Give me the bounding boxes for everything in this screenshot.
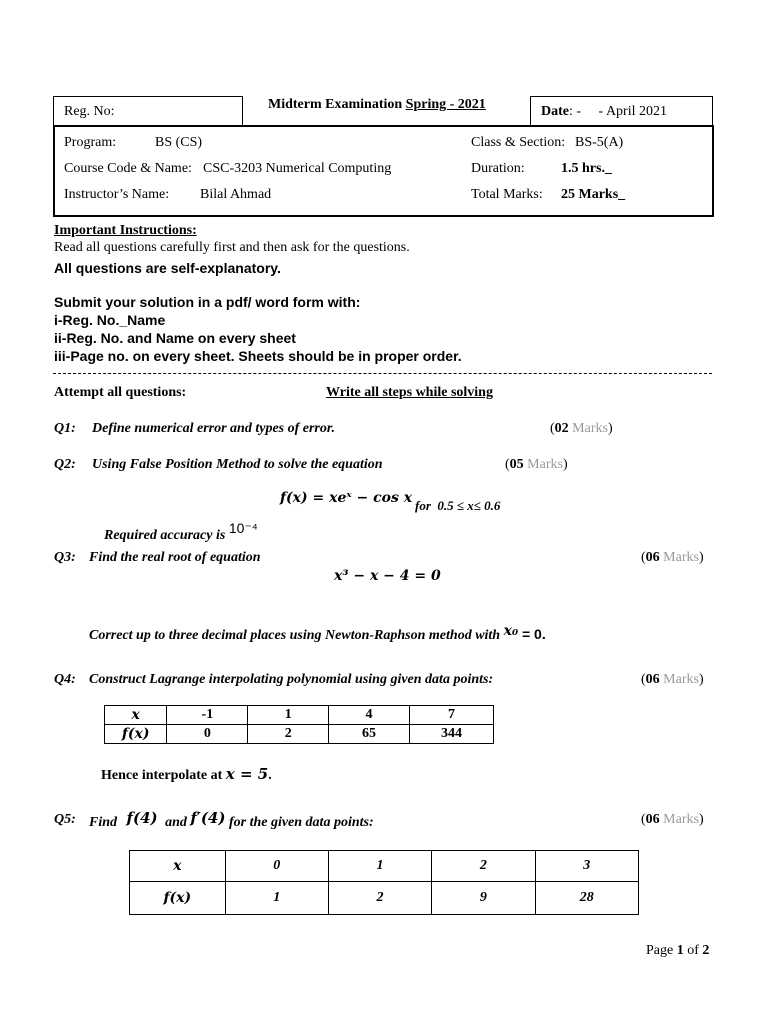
write-steps-label: Write all steps while solving [326,385,493,400]
table-cell: -1 [167,706,248,725]
table-cell: 65 [329,725,410,744]
page-number: Page 1 of 2 [646,943,710,958]
table-header-fx: f(x) [130,882,226,915]
total-marks-value: 25 Marks_ [561,187,626,202]
table-cell: 2 [328,882,431,915]
q5-marks: (06 Marks) [641,812,704,827]
instructions-line-2: All questions are self-explanatory. [54,260,281,276]
table-cell: 28 [535,882,638,915]
instructor-value: Bilal Ahmad [200,187,272,202]
table-cell: 344 [410,725,494,744]
q5-number: Q5: [54,812,76,827]
table-cell: 1 [328,851,431,882]
date-text: Date: - - April 2021 [541,104,667,119]
table-header-fx: f(x) [105,725,167,744]
q2-marks: (05 Marks) [505,457,568,472]
course-value: CSC-3203 Numerical Computing [203,161,392,176]
table-cell: 0 [167,725,248,744]
q4-text: Construct Lagrange interpolating polynomial using given data points: [89,672,494,687]
table-header-x: x [105,706,167,725]
program-value: BS (CS) [155,135,203,150]
q2-range: for 0.5 ≤ x≤ 0.6 [415,498,501,513]
course-info-box [53,125,714,217]
exam-title: Midterm Examination Spring - 2021 [268,97,486,112]
table-cell: 2 [248,725,329,744]
q5-text: Find f(4) and f′(4) for the given data points: [89,809,374,830]
instructions-heading: Important Instructions: [54,223,197,238]
class-value: BS-5(A) [575,135,624,150]
q3-note: Correct up to three decimal places using Newton-Raphson method with x₀ = 0. [89,623,546,643]
reg-no-label: Reg. No: [64,104,115,119]
table-header-x: x [130,851,226,882]
q4-marks: (06 Marks) [641,672,704,687]
table-cell: 1 [248,706,329,725]
table-row [130,882,639,915]
date-box [530,96,713,127]
course-label: Course Code & Name: [64,161,192,176]
class-label: Class & Section: [471,135,566,150]
table-cell: 2 [432,851,535,882]
reg-no-box [53,96,243,127]
instructions-line-3: Submit your solution in a pdf/ word form with: [54,294,361,310]
q1-number: Q1: [54,421,76,436]
total-marks-label: Total Marks: [471,187,543,202]
table-cell: 4 [329,706,410,725]
table-cell: 0 [225,851,328,882]
q5-data-table [129,850,639,915]
program-label: Program: [64,135,117,150]
table-row [105,706,494,725]
table-cell: 9 [432,882,535,915]
q2-text: Using False Position Method to solve the equation [92,457,383,472]
q3-text: Find the real root of equation [89,550,261,565]
table-row [130,851,639,882]
dashed-divider [53,373,712,374]
q3-equation: x³ − x − 4 = 0 [334,568,441,584]
q2-accuracy: Required accuracy is 10⁻⁴ [104,520,258,543]
table-cell: 7 [410,706,494,725]
q1-text: Define numerical error and types of error. [92,421,336,436]
instructions-line-6: iii-Page no. on every sheet. Sheets should be in proper order. [54,348,462,364]
table-cell: 1 [225,882,328,915]
q3-number: Q3: [54,550,76,565]
duration-value: 1.5 hrs._ [561,161,612,176]
instructor-label: Instructor’s Name: [64,187,170,202]
q3-marks: (06 Marks) [641,550,704,565]
q4-number: Q4: [54,672,76,687]
duration-label: Duration: [471,161,525,176]
table-row [105,725,494,744]
q4-data-table [104,705,494,744]
instructions-line-4: i-Reg. No._Name [54,312,166,328]
q1-marks: (02 Marks) [550,421,613,436]
table-cell: 3 [535,851,638,882]
attempt-all-label: Attempt all questions: [54,385,187,400]
instructions-line-5: ii-Reg. No. and Name on every sheet [54,330,296,346]
q2-number: Q2: [54,457,76,472]
q4-interpolate: Hence interpolate at x = 5. [101,765,272,783]
q2-equation: f(x) = xeˣ − cos x [280,490,413,506]
instructions-line-1: Read all questions carefully first and then ask for the questions. [54,240,410,255]
